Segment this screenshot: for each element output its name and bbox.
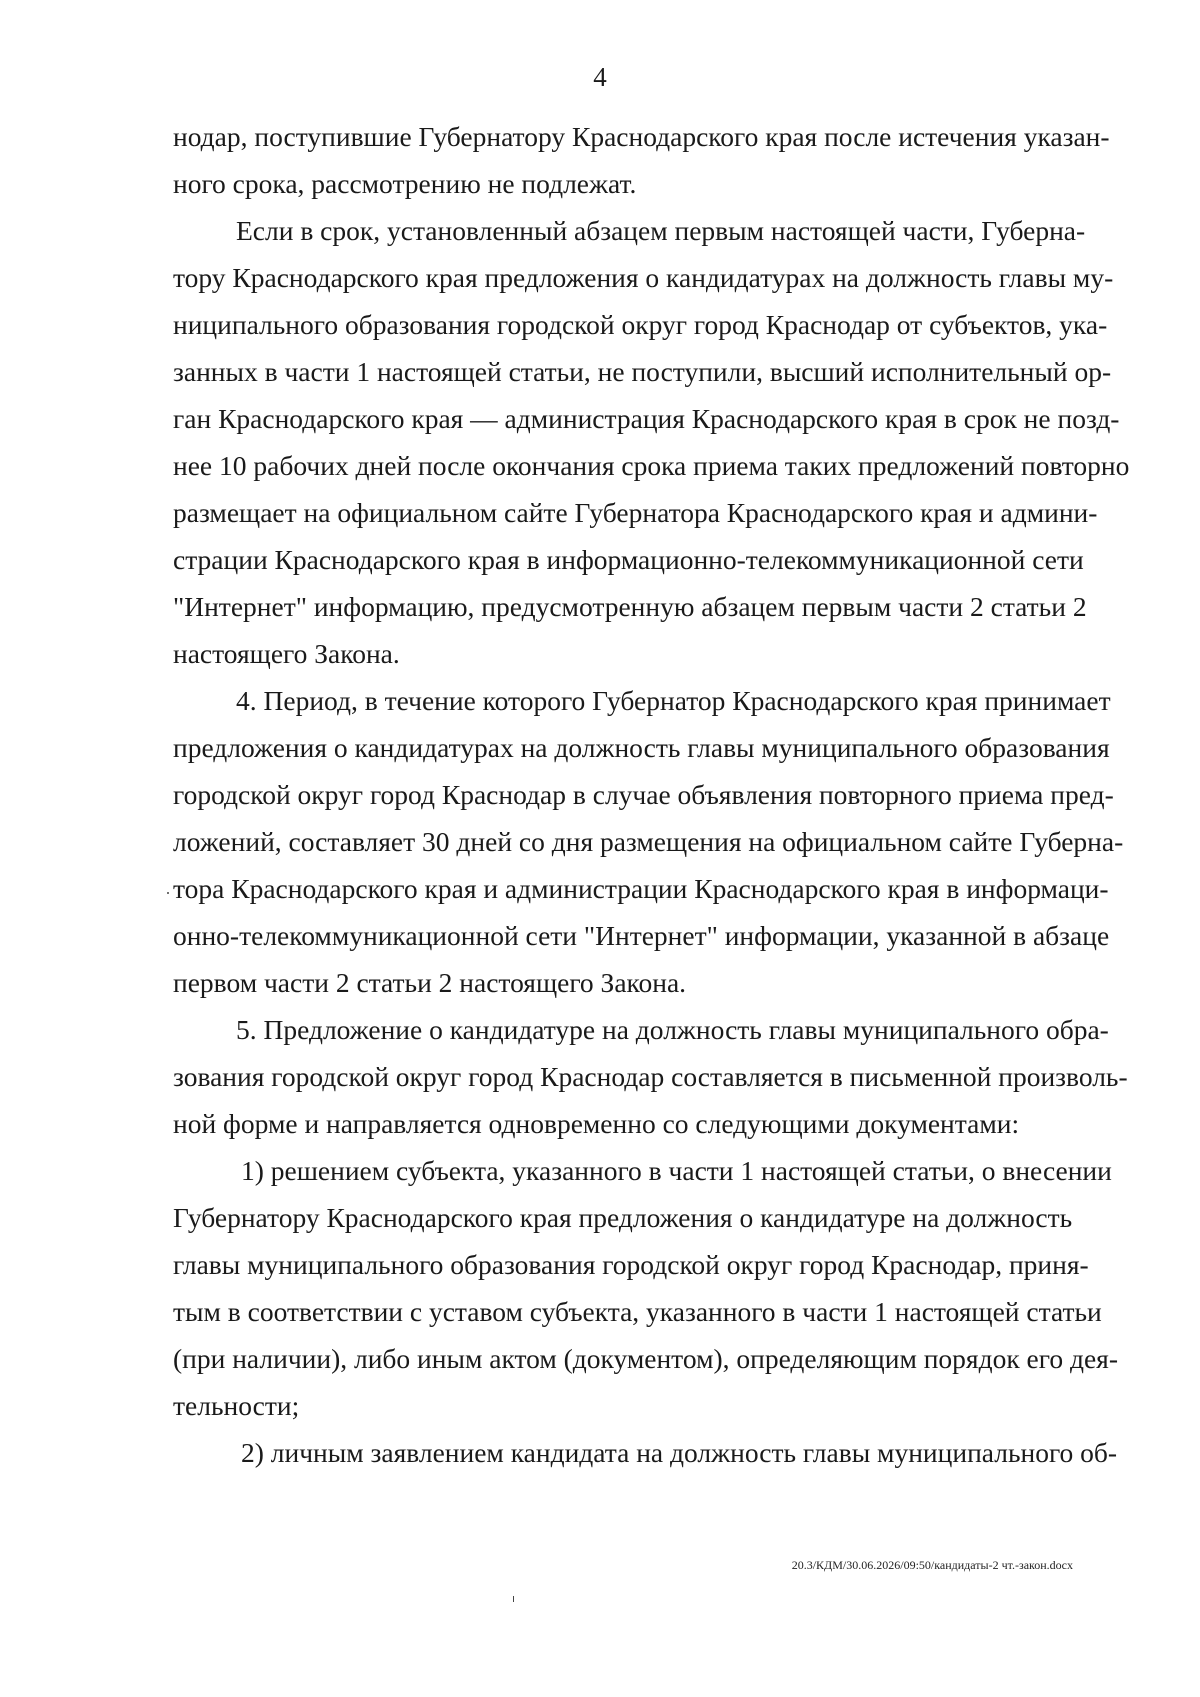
scan-speck bbox=[513, 1596, 514, 1602]
text-line: размещает на официальном сайте Губернатора Краснодарского края и админи- bbox=[173, 497, 1098, 528]
paragraph-continuation bbox=[173, 113, 1110, 207]
text-line: тору Краснодарского края предложения о кандидатурах на должность главы му- bbox=[173, 262, 1114, 293]
text-line: страции Краснодарского края в информационно-телекоммуникационной сети bbox=[173, 544, 1084, 575]
text-line: городской округ город Краснодар в случае объявления повторного приема пред- bbox=[173, 779, 1114, 810]
text-line: нодар, поступившие Губернатору Краснодарского края после истечения указан- bbox=[173, 121, 1110, 152]
text-line: "Интернет" информацию, предусмотренную абзацем первым части 2 статьи 2 bbox=[173, 591, 1087, 622]
text-line: ниципального образования городской округ город Краснодар от субъектов, ука- bbox=[173, 309, 1108, 340]
paragraph-item-5 bbox=[173, 1006, 1128, 1147]
text-line: зования городской округ город Краснодар составляется в письменной произволь- bbox=[173, 1061, 1128, 1092]
text-line: тельности; bbox=[173, 1390, 300, 1421]
paragraph-repeat-posting bbox=[173, 207, 1130, 677]
text-line: 5. Предложение о кандидатуре на должность главы муниципального обра- bbox=[236, 1014, 1109, 1045]
text-line: 1) решением субъекта, указанного в части 1 настоящей статьи, о внесении bbox=[241, 1155, 1112, 1186]
text-line: 4. Период, в течение которого Губернатор Краснодарского края принимает bbox=[236, 685, 1111, 716]
text-line: настоящего Закона. bbox=[173, 638, 400, 669]
paragraph-subitem-1 bbox=[173, 1147, 1118, 1429]
text-line: занных в части 1 настоящей статьи, не поступили, высший исполнительный ор- bbox=[173, 356, 1112, 387]
paragraph-subitem-2 bbox=[173, 1429, 1118, 1476]
scan-speck bbox=[167, 892, 169, 894]
text-line: тым в соответствии с уставом субъекта, указанного в части 1 настоящей статьи bbox=[173, 1296, 1102, 1327]
page-number: 4 bbox=[593, 62, 607, 92]
text-line: ной форме и направляется одновременно со следующими документами: bbox=[173, 1108, 1020, 1139]
text-line: первом части 2 статьи 2 настоящего Закона. bbox=[173, 967, 687, 998]
text-line: предложения о кандидатурах на должность главы муниципального образования bbox=[173, 732, 1110, 763]
text-line: ного срока, рассмотрению не подлежат. bbox=[173, 168, 637, 199]
text-line: Губернатору Краснодарского края предложения о кандидатуре на должность bbox=[173, 1202, 1073, 1233]
text-line: онно-телекоммуникационной сети "Интернет" информации, указанной в абзаце bbox=[173, 920, 1110, 951]
text-line: ган Краснодарского края — администрация Краснодарского края в срок не позд- bbox=[173, 403, 1120, 434]
file-reference-footer: 20.3/КДМ/30.06.2026/09:50/кандидаты-2 чт.-закон.docx bbox=[791, 1558, 1073, 1572]
document-body bbox=[173, 113, 1130, 1476]
text-line: ложений, составляет 30 дней со дня размещения на официальном сайте Губерна- bbox=[173, 826, 1124, 857]
text-line: тора Краснодарского края и администрации Краснодарского края в информаци- bbox=[173, 873, 1109, 904]
text-line: Если в срок, установленный абзацем первым настоящей части, Губерна- bbox=[236, 215, 1086, 246]
paragraph-item-4 bbox=[173, 677, 1124, 1006]
text-line: нее 10 рабочих дней после окончания срока приема таких предложений повторно bbox=[173, 450, 1130, 481]
text-line: (при наличии), либо иным актом (документом), определяющим порядок его дея- bbox=[173, 1343, 1118, 1374]
text-line: 2) личным заявлением кандидата на должность главы муниципального об- bbox=[241, 1437, 1118, 1468]
text-line: главы муниципального образования городской округ город Краснодар, приня- bbox=[173, 1249, 1089, 1280]
